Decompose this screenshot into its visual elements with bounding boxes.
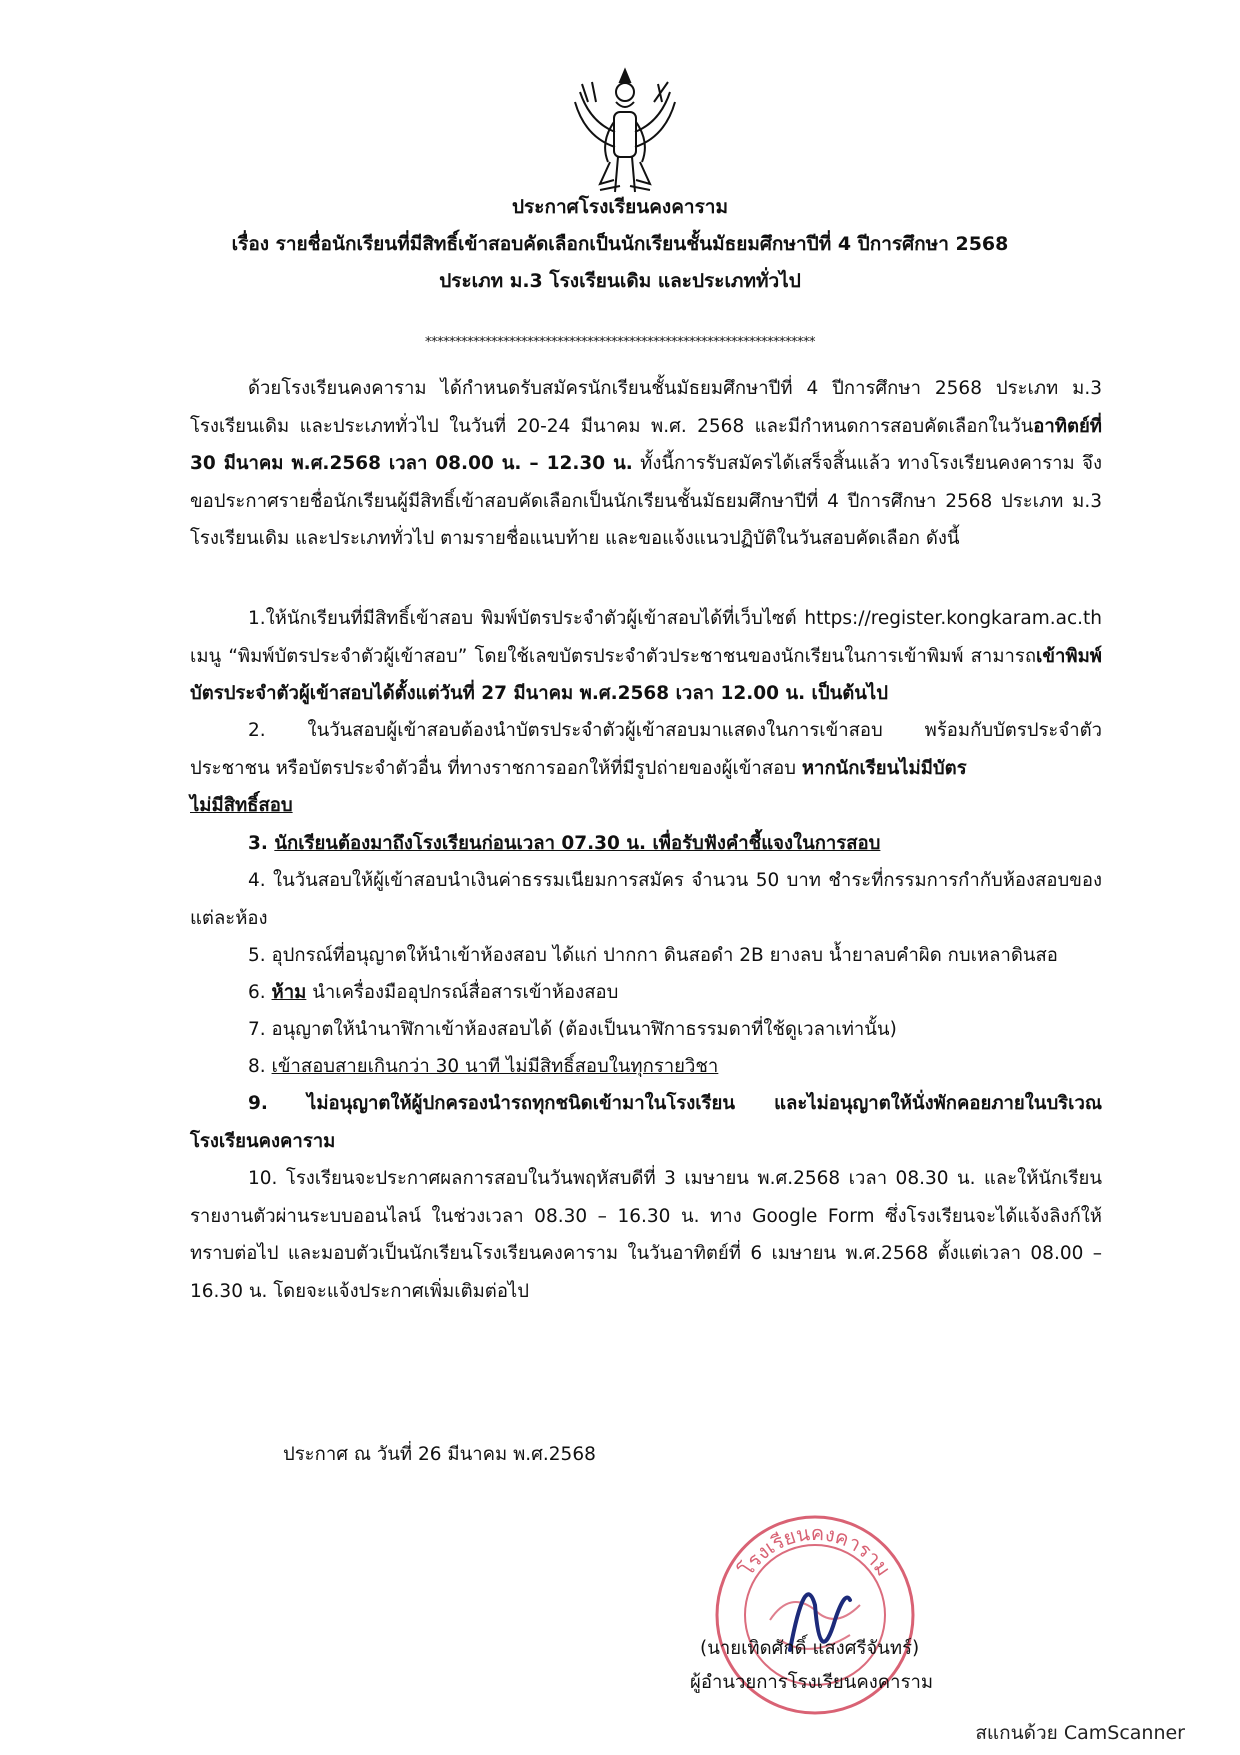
item-4-text: 4. ในวันสอบให้ผู้เข้าสอบนำเงินค่าธรรมเนียมการสมัคร จำนวน 50 บาท ชำระที่กรรมการกำกับห้องสอบของแต่ละห้อง	[190, 870, 1102, 929]
camscanner-watermark: สแกนด้วย CamScanner	[975, 1722, 1185, 1744]
item-7	[190, 1011, 1102, 1049]
item-3-number: 3.	[248, 833, 275, 854]
item-6	[190, 974, 1102, 1012]
item-2-underline: ไม่มีสิทธิ์สอบ	[190, 795, 293, 816]
item-8-number: 8.	[248, 1056, 272, 1077]
item-9	[190, 1085, 1102, 1160]
item-10	[190, 1160, 1102, 1310]
item-2-bold: หากนักเรียนไม่มีบัตร	[801, 757, 967, 779]
item-5	[190, 937, 1102, 975]
item-6-underline: ห้าม	[271, 982, 307, 1003]
item-6-text: นำเครื่องมืออุปกรณ์สื่อสารเข้าห้องสอบ	[306, 982, 619, 1003]
announcement-title: ประกาศโรงเรียนคงคาราม	[512, 196, 728, 218]
garuda-emblem-icon	[570, 62, 680, 202]
intro-text: ด้วยโรงเรียนคงคาราม ได้กำหนดรับสมัครนักเรียนชั้นมัธยมศึกษาปีที่ 4 ปีการศึกษา 2568 ประเภท ม.3 โรงเรียนเดิม และประเภททั่วไป ในวันที่ 20-24 มีนาคม พ.ศ. 2568 และมีกำหนดการสอบคัดเลือกในวัน	[190, 378, 1102, 437]
announcement-type: ประเภท ม.3 โรงเรียนเดิม และประเภททั่วไป	[439, 270, 801, 292]
separator-line: *****************************************************************	[425, 335, 815, 350]
announcement-subject: เรื่อง รายชื่อนักเรียนที่มีสิทธิ์เข้าสอบคัดเลือกเป็นนักเรียนชั้นมัธยมศึกษาปีที่ 4 ปีการศึกษา 2568	[231, 233, 1009, 255]
svg-text:โรงเรียนคงคาราม	[734, 1521, 896, 1581]
item-8-text: เข้าสอบสายเกินกว่า 30 นาที ไม่มีสิทธิ์สอบในทุกรายวิชา	[271, 1056, 719, 1077]
item-7-text: 7. อนุญาตให้นำนาฬิกาเข้าห้องสอบได้ (ต้องเป็นนาฬิกาธรรมดาที่ใช้ดูเวลาเท่านั้น)	[248, 1019, 897, 1040]
exam-date-text: อาทิตย์ที่ 30 มีนาคม พ.ศ.2568 เวลา 08.00 น. – 12.30 น.	[190, 415, 1102, 474]
item-10-text: 10. โรงเรียนจะประกาศผลการสอบในวันพฤหัสบดีที่ 3 เมษายน พ.ศ.2568 เวลา 08.30 น. และให้นักเรียนรายงานตัวผ่านระบบออนไลน์ ในช่วงเวลา 08.30 – 16.30 น. ทาง Google Form ซึ่งโรงเรียนจะได้แจ้งลิงก์ให้ทราบต่อไป และมอบตัวเป็นนักเรียนโรงเรียนคงคาราม ในวันอาทิตย์ที่ 6 เมษายน พ.ศ.2568 ตั้งแต่เวลา 08.00 – 16.30 น. โดยจะแจ้งประกาศเพิ่มเติมต่อไป	[190, 1168, 1102, 1302]
item-2-text: 2. ในวันสอบผู้เข้าสอบต้องนำบัตรประจำตัวผู้เข้าสอบมาแสดงในการเข้าสอบ พร้อมกับบัตรประจำตัวประชาชน หรือบัตรประจำตัวอื่น ที่ทางราชการออกให้ที่มีรูปถ่ายของผู้เข้าสอบ	[190, 720, 1102, 779]
item-1-bold: เข้าพิมพ์บัตรประจำตัวผู้เข้าสอบได้ตั้งแต่วันที่ 27 มีนาคม พ.ศ.2568 เวลา 12.00 น. เป็นต้นไป	[190, 645, 1102, 704]
signatory-position: ผู้อำนวยการโรงเรียนคงคาราม	[690, 1672, 934, 1693]
item-6-number: 6.	[248, 982, 272, 1003]
intro-paragraph	[190, 370, 1102, 558]
item-3-text: นักเรียนต้องมาถึงโรงเรียนก่อนเวลา 07.30 น. เพื่อรับฟังคำชี้แจงในการสอบ	[274, 833, 881, 854]
item-2	[190, 712, 1102, 825]
item-8	[190, 1048, 1102, 1086]
intro-text-rest: ทั้งนี้การรับสมัครได้เสร็จสิ้นแล้ว ทางโรงเรียนคงคาราม จึงขอประกาศรายชื่อนักเรียนผู้มีสิทธิ์เข้าสอบคัดเลือกเป็นนักเรียนชั้นมัธยมศึกษาปีที่ 4 ปีการศึกษา 2568 ประเภท ม.3 โรงเรียนเดิม และประเภททั่วไป ตามรายชื่อแนบท้าย และขอแจ้งแนวปฏิบัติในวันสอบคัดเลือก ดังนี้	[190, 453, 1102, 549]
item-4	[190, 862, 1102, 937]
signatory-name: (นายเทิดศักดิ์ แสงศรีจันทร์)	[700, 1638, 920, 1659]
item-1	[190, 600, 1102, 713]
announcement-date: ประกาศ ณ วันที่ 26 มีนาคม พ.ศ.2568	[283, 1444, 596, 1465]
item-1-text: 1.ให้นักเรียนที่มีสิทธิ์เข้าสอบ พิมพ์บัตรประจำตัวผู้เข้าสอบได้ที่เว็บไซต์ https://register.kongkaram.ac.th เมนู “พิมพ์บัตรประจำตัวผู้เข้าสอบ” โดยใช้เลขบัตรประจำตัวประชาชนของนักเรียนในการเข้าพิมพ์ สามารถ	[190, 608, 1102, 667]
item-9-text: 9. ไม่อนุญาตให้ผู้ปกครองนำรถทุกชนิดเข้ามาในโรงเรียน และไม่อนุญาตให้นั่งพักคอยภายในบริเวณโรงเรียนคงคาราม	[190, 1093, 1102, 1152]
item-5-text: 5. อุปกรณ์ที่อนุญาตให้นำเข้าห้องสอบ ได้แก่ ปากกา ดินสอดำ 2B ยางลบ น้ำยาลบคำผิด กบเหลาดินสอ	[248, 945, 1058, 966]
item-3	[190, 825, 1102, 863]
seal-text: โรงเรียนคงคาราม	[734, 1520, 896, 1581]
